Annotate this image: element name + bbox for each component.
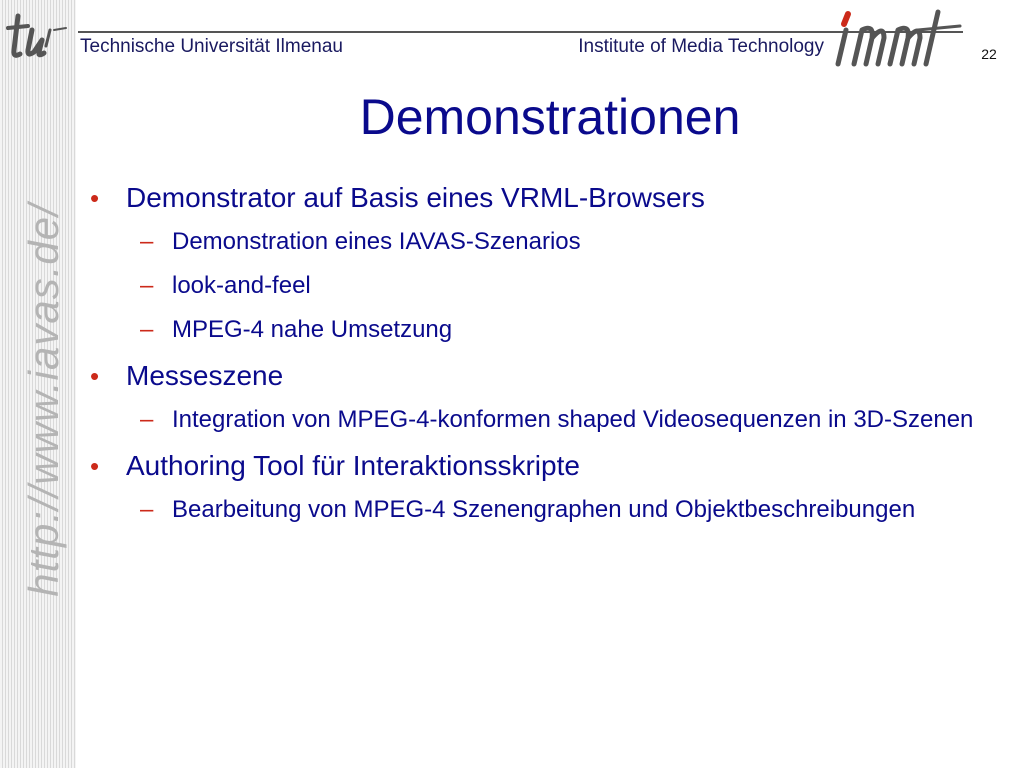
- sub-bullet-item: [84, 312, 984, 348]
- sub-bullet-item: [84, 402, 984, 438]
- page-number: 22: [981, 46, 997, 62]
- dash-marker: –: [140, 316, 154, 343]
- dash-marker: –: [140, 228, 154, 255]
- side-url-text: http://www.iavas.de/: [20, 203, 67, 597]
- sub-bullet-text: Demonstration eines IAVAS-Szenarios: [172, 228, 581, 255]
- bullet-item: [84, 356, 984, 396]
- bullet-marker: •: [90, 183, 100, 213]
- sub-bullet-text: MPEG-4 nahe Umsetzung: [172, 316, 453, 343]
- slide-content: [84, 178, 984, 536]
- institute-name: Institute of Media Technology: [578, 36, 824, 57]
- sub-bullet-text: Bearbeitung von MPEG-4 Szenengraphen und Objektbeschreibungen: [172, 496, 916, 523]
- sub-bullet-text: look-and-feel: [172, 272, 311, 299]
- bullet-item: [84, 178, 984, 218]
- dash-marker: –: [140, 272, 154, 299]
- tu-ilmenau-logo: [6, 10, 76, 66]
- bullet-text: Messeszene: [126, 360, 284, 391]
- university-name: Technische Universität Ilmenau: [80, 36, 343, 57]
- slide-title: Demonstrationen: [359, 89, 741, 145]
- bullet-item: [84, 446, 984, 486]
- bullet-text: Authoring Tool für Interaktionsskripte: [126, 450, 580, 481]
- dash-marker: –: [140, 496, 154, 523]
- imt-logo: [834, 8, 964, 70]
- bullet-text: Demonstrator auf Basis eines VRML-Browsers: [126, 182, 705, 213]
- bullet-marker: •: [90, 451, 100, 481]
- sub-bullet-text: Integration von MPEG-4-konformen shaped Videosequenzen in 3D-Szenen: [172, 406, 974, 433]
- sub-bullet-item: [84, 268, 984, 304]
- sub-bullet-item: [84, 224, 984, 260]
- sub-bullet-item: [84, 492, 984, 528]
- header-rule: [78, 31, 963, 33]
- bullet-marker: •: [90, 361, 100, 391]
- dash-marker: –: [140, 406, 154, 433]
